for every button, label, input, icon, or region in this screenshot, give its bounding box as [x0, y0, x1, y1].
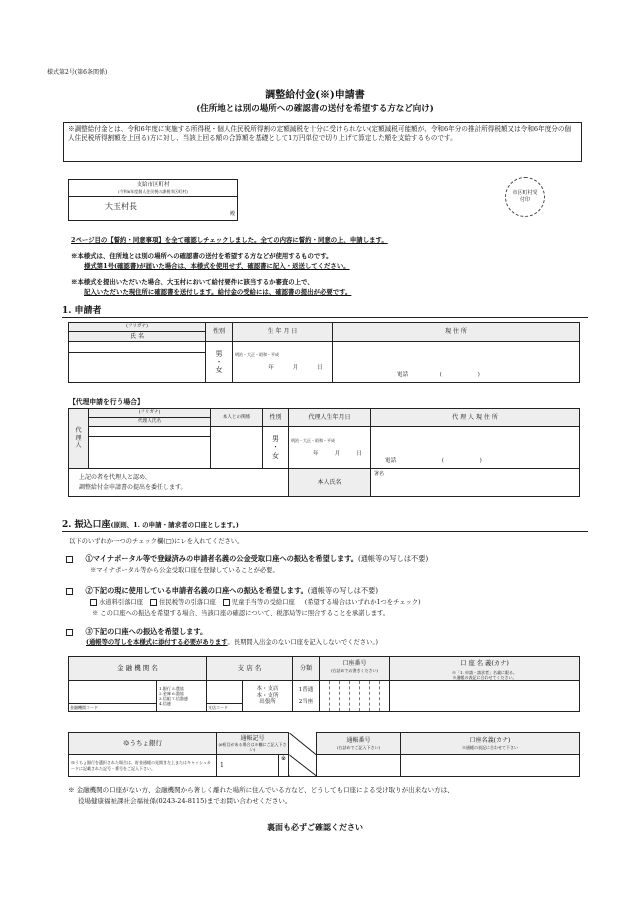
- proxy-paren-close: ): [479, 458, 482, 465]
- yucho-symbol-text: 通帳記号: [240, 734, 265, 742]
- proxy-sex-female: 女: [272, 451, 279, 460]
- proxy-name-label: 代理人氏名: [89, 418, 211, 427]
- bank-branch-code: 支店コード: [207, 703, 242, 711]
- form-title: 調整給付金(※)申請書: [265, 90, 365, 101]
- bank-acct-field[interactable]: [320, 681, 390, 712]
- proxy-name-field[interactable]: [89, 437, 211, 469]
- yucho-holder-field[interactable]: [401, 755, 580, 777]
- note-3: ※本様式を提出いただいた場合、大玉村において給付要件に該当するか審査の上で、: [71, 278, 314, 286]
- day-label: 日: [317, 365, 323, 372]
- bank-branch-field[interactable]: [207, 681, 243, 712]
- bank-branch-label: 支 店 名: [207, 657, 293, 681]
- section2-heading-row: [62, 520, 588, 532]
- option-1-note: ※マイナポータル等から公金受取口座を登録していることが必要。: [90, 567, 279, 574]
- option-3-note-underlined: (通帳等の写しを本様式に添付する必要があります: [86, 639, 228, 646]
- bank-type-4: 4.信連: [159, 701, 171, 707]
- paren-close: ): [477, 372, 480, 379]
- option-1-tail: (通帳等の写しは不要): [357, 554, 429, 563]
- option-1[interactable]: [66, 554, 428, 563]
- yucho-symbol-note: (6桁目がある場合は※欄にご記入下さい): [218, 742, 287, 753]
- option-3-note-row: [86, 639, 378, 647]
- yucho-holder-label: [401, 733, 580, 755]
- yucho-mark: ※: [280, 755, 287, 762]
- bank-type-1: 1.銀行 5.農協: [159, 685, 184, 691]
- option-1-label: ①マイナポータル等で登録済みの申請者名義の公金受取口座への振込を希望します。: [85, 554, 358, 563]
- option-3-checkbox[interactable]: [66, 629, 73, 636]
- proxy-eras: 明治・大正・昭和・平成: [291, 437, 335, 443]
- bank-acct-sub: (右詰めでお書きください): [330, 667, 379, 673]
- bank-holder-field[interactable]: [390, 681, 580, 712]
- yucho-divider: [289, 733, 317, 755]
- tax-label: 住民税等の引落口座: [159, 599, 216, 606]
- applicant-address-label: 現 住 所: [333, 323, 580, 342]
- applicant-name-field[interactable]: [69, 353, 206, 383]
- municipality-label: 支給市区町村: [136, 182, 170, 188]
- delegation-text: [69, 469, 289, 497]
- bank-cls-label: 分類: [293, 657, 320, 681]
- proxy-heading: 【代理申請を行う場合】: [69, 398, 144, 406]
- month-label: 月: [292, 365, 299, 372]
- proxy-side-text: 代理人: [75, 427, 82, 450]
- bank-holder-note-1: ※「1. 申請・請求者」名義に限る。: [451, 669, 518, 675]
- applicant-address-field[interactable]: [333, 342, 580, 383]
- option-2[interactable]: [66, 586, 378, 595]
- applicant-table: [68, 322, 580, 383]
- section2-heading: 2. 振込口座: [62, 520, 111, 530]
- note-4: 記入いただいた現住所に確認書を送付します。給付金の受給には、確認書の提出が必要です。: [84, 288, 352, 296]
- bank-holder-text: 口 座 名 義(カナ): [460, 660, 509, 667]
- proxy-day-label: 日: [356, 450, 362, 457]
- bank-inst-code: 金融機関コード: [69, 703, 156, 711]
- bank-cls-field[interactable]: [293, 681, 320, 712]
- year-label: 年: [268, 365, 274, 372]
- proxy-furigana-field[interactable]: [89, 427, 211, 437]
- note-2: 様式第1号(確認書)が届いた場合は、本様式を使用せず、確認書に記入・返送してください。: [84, 262, 350, 270]
- child-label: 児童手当等の受給口座: [231, 599, 295, 606]
- bank-holder-label: [390, 657, 580, 681]
- applicant-eras: 明治・大正・昭和・平成: [235, 352, 279, 358]
- definition-note: ※調整給付金とは、令和6年度に実施する所得税・個人住民税所得割の定額減税を十分に受けられない(定額減税可能額が、令和6年分の推計所得税額又は令和6年度分の個人住民税所得割額を上回る)方に対し、当該上回る額の合算額を基礎として1万円単位で切り上げて算定した額を支給するものです。: [63, 122, 582, 162]
- tax-checkbox[interactable]: [150, 599, 157, 606]
- proxy-month-label: 月: [334, 450, 341, 457]
- phone-label: 電話: [397, 372, 409, 379]
- yucho-number-field[interactable]: [317, 755, 401, 777]
- proxy-dob-field[interactable]: [289, 427, 371, 469]
- footer-note-2: 役場健康福祉課社会福祉係(0243-24-8115)までお問い合わせください。: [78, 797, 292, 805]
- bank-holder-note-2: ※通帳の表記に合わせてください。: [452, 674, 517, 680]
- yucho-sixth-digit[interactable]: [279, 755, 289, 777]
- option-2-label: ②下記の現に使用している申請者名義の口座への振込を希望します。: [85, 586, 308, 595]
- note-1: ※本様式は、住所地とは別の場所への確認書の送付を希望する方などが使用するものです。: [71, 252, 333, 260]
- form-subtitle: (住所地とは別の場所への確認書の送付を希望する方など向け): [196, 104, 434, 114]
- cls-ordinary: 1普通: [298, 686, 314, 693]
- proxy-address-field[interactable]: [371, 427, 580, 469]
- signer-label: 本人氏名: [289, 469, 371, 497]
- proxy-dob-label: 代理人生年月日: [289, 409, 371, 427]
- proxy-phone-label: 電話: [385, 458, 397, 465]
- applicant-dob-field[interactable]: [233, 342, 333, 383]
- delegation-line-2: 調整給付金申請書の提出を委任します。: [79, 483, 187, 491]
- water-label: 水道料引落口座: [99, 599, 144, 606]
- option-2-checkbox[interactable]: [66, 588, 73, 595]
- proxy-sex-sep: ・: [272, 443, 279, 452]
- sign-label: 署名: [374, 471, 385, 477]
- option-2-note: ※ この口座への振込を希望する場合、当該口座の確認について、税部局等に照合することを承諾します。: [92, 610, 390, 617]
- branch-type-1: 本・支店: [256, 685, 279, 692]
- branch-type-2: 本・支所: [256, 692, 279, 699]
- signer-field[interactable]: [371, 469, 580, 497]
- bank-inst-label: 金 融 機 関 名: [69, 657, 207, 681]
- applicant-sex-field[interactable]: [206, 342, 233, 383]
- yucho-symbol-label: [217, 733, 289, 755]
- sex-male: 男: [215, 349, 223, 358]
- proxy-year-label: 年: [313, 450, 319, 457]
- bank-acct-label: [320, 657, 390, 681]
- proxy-paren-open: (: [441, 458, 444, 465]
- bank-type-2: 2.金庫 6.漁協: [159, 690, 184, 696]
- applicant-furigana-label: (フリガナ): [69, 323, 206, 332]
- delegation-line-1: 上記の者を代理人と認め、: [79, 473, 151, 481]
- option-1-checkbox[interactable]: [66, 556, 73, 563]
- proxy-sex-label: 性別: [263, 409, 289, 427]
- proxy-table: [68, 408, 580, 497]
- option-3-label: ③下記の口座への振込を希望します。: [85, 627, 208, 636]
- option-3-note: 。長期間入出金のない口座を記入しないでください。): [227, 639, 378, 646]
- municipality-suffix: 殿: [229, 210, 235, 217]
- yucho-table: [68, 732, 580, 777]
- branch-type-3: 出張所: [259, 699, 276, 706]
- yucho-divider-2: [289, 755, 317, 777]
- municipality-sublabel: (令和6年度個人住民税の課税市区町村): [118, 188, 188, 194]
- proxy-furigana-label: (フリガナ): [89, 409, 211, 418]
- yucho-symbol-field[interactable]: [217, 755, 279, 777]
- bank-inst-field[interactable]: [69, 681, 157, 712]
- proxy-relation-label: 本人との関係: [211, 409, 263, 427]
- bank-branch-types: [243, 681, 293, 712]
- back-notice: 裏面も必ずご確認ください: [267, 822, 363, 832]
- municipality-box: [68, 179, 238, 221]
- applicant-sex-label: 性別: [206, 323, 233, 342]
- water-checkbox[interactable]: [90, 599, 97, 606]
- reception-stamp: [505, 177, 545, 217]
- applicant-name-label: 氏 名: [69, 332, 206, 342]
- section1-heading: 1. 申請者: [62, 306, 588, 318]
- proxy-side-label: [69, 409, 89, 469]
- bank-acct-text: 口座番号: [342, 660, 367, 667]
- footer-note-1: ※ 金融機関の口座がない方、金融機関から著しく離れた場所に住んでいる方など、どうしても口座による受け取りが出来ない方は、: [68, 786, 454, 794]
- option-3[interactable]: [66, 627, 207, 636]
- section2-instruction: 以下のいずれか一つのチェック欄(□)にレを入れてください。: [69, 538, 244, 545]
- yucho-title: ゆうちょ銀行: [69, 733, 217, 755]
- proxy-sex-male: 男: [272, 435, 279, 444]
- bank-table: [68, 656, 580, 712]
- yucho-holder-text: 口座名義(カナ): [469, 737, 511, 745]
- proxy-relation-field[interactable]: [211, 427, 263, 469]
- yucho-number-label: [317, 733, 401, 755]
- cls-current: 2当座: [298, 699, 314, 705]
- yucho-symbol-prefix: 1: [220, 761, 224, 769]
- sex-sep: ・: [215, 357, 223, 366]
- option-2-sub-tail: (希望する場合はいずれか1つをチェック): [304, 599, 421, 606]
- yucho-holder-note: ※通帳の表記に合わせて下さい: [462, 744, 518, 750]
- yucho-number-note: (右詰めでご記入下さい): [336, 744, 381, 750]
- yucho-desc: ゆうちょ銀行を選択された場合は、貯金通帳の見開き左上またはキャッシュカードに記載された記号・番号をご記入下さい。: [69, 755, 217, 777]
- reception-stamp-label: 市区町村受付印: [512, 190, 538, 203]
- child-checkbox[interactable]: [223, 599, 230, 606]
- proxy-address-label: 代 理 人 現 住 所: [371, 409, 580, 427]
- bank-type-3: 3.信組 7.信漁連: [159, 696, 188, 701]
- form-id: 様式第2号(第6条関係): [47, 69, 108, 76]
- section2-heading-note: (原則、1. の申請・請求者の口座とします。): [110, 521, 239, 529]
- confirm-line: 2ページ目の【誓約・同意事項】を全て確認しチェックしました。全ての内容に誓約・同意の上、申請します。: [71, 236, 388, 244]
- applicant-furigana-field[interactable]: [69, 342, 206, 353]
- bank-inst-types: [157, 681, 207, 712]
- option-2-tail: (通帳等の写しは不要): [307, 586, 379, 595]
- sex-female: 女: [215, 366, 223, 375]
- option-2-sub: [90, 599, 421, 607]
- yucho-number-text: 通帳番号: [346, 737, 371, 745]
- municipality-name: 大玉村長: [105, 201, 137, 211]
- applicant-dob-label: 生 年 月 日: [233, 323, 333, 342]
- proxy-sex-field[interactable]: [263, 427, 289, 469]
- paren-open: (: [439, 372, 442, 379]
